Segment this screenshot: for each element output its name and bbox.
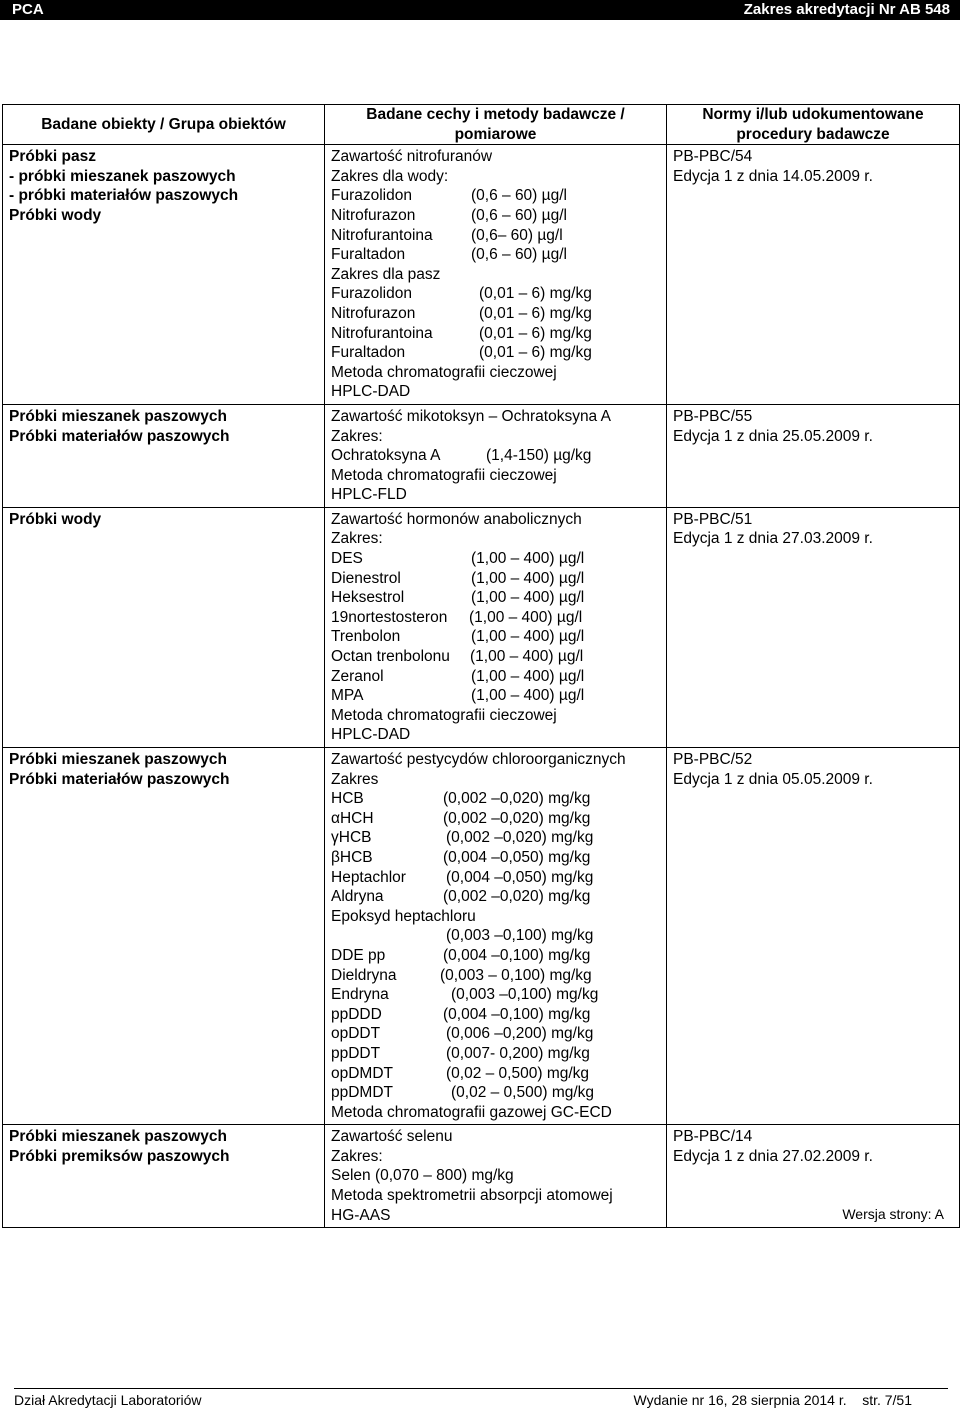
norm-line: Edycja 1 z dnia 27.03.2009 r. xyxy=(673,530,873,548)
analyte-name: Nitrofurazon xyxy=(331,206,416,224)
analyte-name: Ochratoksyna A xyxy=(331,447,441,465)
header-bar xyxy=(0,0,960,20)
object-line: Próbki wody xyxy=(9,510,102,528)
analyte-range-line xyxy=(331,966,660,986)
analyte-range: (1,00 – 400) µg/l xyxy=(471,550,585,568)
object-line: Próbki pasz xyxy=(9,148,96,166)
analyte-name: DDE pp xyxy=(331,946,386,964)
norm-line: PB-PBC/55 xyxy=(673,407,753,425)
analyte-name: Zeranol xyxy=(331,667,384,685)
object-line: Próbki materiałów paszowych xyxy=(9,427,230,445)
analyte-name: Dieldryna xyxy=(331,966,397,984)
method-line: HPLC-DAD xyxy=(331,383,411,401)
analyte-range-line xyxy=(331,848,660,868)
analyte-range: (0,002 –0,020) mg/kg xyxy=(446,829,594,847)
analyte-name xyxy=(331,926,446,946)
table-row xyxy=(3,507,960,747)
norm-cell xyxy=(667,748,960,1125)
table-body xyxy=(3,145,960,1228)
analyte-range: (0,004 –0,050) mg/kg xyxy=(446,868,594,886)
method-line: Zawartość pestycydów chloroorganicznych xyxy=(331,751,626,768)
method-line: Zakres dla pasz xyxy=(331,265,441,283)
objects-cell xyxy=(3,748,325,1125)
method-line: Selen (0,070 – 800) mg/kg xyxy=(331,1167,514,1185)
method-line: Zawartość mikotoksyn – Ochratoksyna A xyxy=(331,407,611,425)
objects-cell xyxy=(3,1125,325,1228)
analyte-name: opDMDT xyxy=(331,1064,394,1082)
norm-cell xyxy=(667,507,960,747)
page-version: Wersja strony: A xyxy=(842,1206,944,1222)
analyte-range: (0,6 – 60) µg/l xyxy=(471,206,567,224)
analyte-name: Aldryna xyxy=(331,888,384,906)
analyte-range-line xyxy=(331,343,660,363)
analyte-name: HCB xyxy=(331,790,364,808)
norm-line: Edycja 1 z dnia 05.05.2009 r. xyxy=(673,770,873,788)
header-right: Zakres akredytacji Nr AB 548 xyxy=(743,1,950,18)
method-line: Zakres: xyxy=(331,530,383,548)
analyte-range-line xyxy=(331,226,660,246)
method-line: Zawartość hormonów anabolicznych xyxy=(331,510,582,528)
method-cell xyxy=(325,1125,667,1228)
method-line: Zakres dla wody: xyxy=(331,167,449,185)
analyte-range-line xyxy=(331,985,660,1005)
norm-line: Edycja 1 z dnia 14.05.2009 r. xyxy=(673,167,873,185)
analyte-name: Heptachlor xyxy=(331,868,406,886)
analyte-range: (0,002 –0,020) mg/kg xyxy=(443,790,591,808)
analyte-range-line xyxy=(331,627,660,647)
analyte-name: opDDT xyxy=(331,1025,381,1043)
method-line: HPLC-FLD xyxy=(331,486,407,504)
analyte-range: (0,003 –0,100) mg/kg xyxy=(446,927,594,945)
analyte-range-line xyxy=(331,1044,660,1064)
object-line: Próbki mieszanek paszowych xyxy=(9,407,227,425)
method-cell xyxy=(325,404,667,507)
analyte-name: Furazolidon xyxy=(331,285,412,303)
table-row xyxy=(3,1125,960,1228)
norm-line: PB-PBC/54 xyxy=(673,148,753,166)
analyte-name: ppDDD xyxy=(331,1005,382,1023)
object-line: Próbki premiksów paszowych xyxy=(9,1147,230,1165)
analyte-name: MPA xyxy=(331,687,364,705)
analyte-name: Furaltadon xyxy=(331,246,406,264)
object-line: - próbki materiałów paszowych xyxy=(9,187,239,205)
method-line: Metoda chromatografii cieczowej xyxy=(331,466,557,484)
analyte-range-line xyxy=(331,206,660,226)
analyte-range: (1,00 – 400) µg/l xyxy=(471,569,585,587)
analyte-range-line xyxy=(331,868,660,888)
footer-right: Wydanie nr 16, 28 sierpnia 2014 r. str. 7/51 xyxy=(633,1392,912,1408)
analyte-range: (0,006 –0,200) mg/kg xyxy=(446,1025,594,1043)
analyte-range-line xyxy=(331,946,660,966)
analyte-range-line xyxy=(331,1064,660,1084)
object-line: Próbki wody xyxy=(9,206,102,224)
column-header-norms: Normy i/lub udokumentowane procedury badawcze xyxy=(667,105,960,145)
analyte-range: (0,6– 60) µg/l xyxy=(471,226,563,244)
analyte-range: (1,00 – 400) µg/l xyxy=(471,687,585,705)
analyte-range: (1,4-150) µg/kg xyxy=(486,447,592,465)
method-line: Metoda chromatografii gazowej GC-ECD xyxy=(331,1103,612,1121)
analyte-range: (1,00 – 400) µg/l xyxy=(471,667,585,685)
analyte-range: (0,01 – 6) mg/kg xyxy=(479,344,592,362)
analyte-name: ppDMDT xyxy=(331,1084,394,1102)
analyte-range-line xyxy=(331,926,660,946)
table-row xyxy=(3,404,960,507)
method-line: Metoda spektrometrii absorpcji atomowej xyxy=(331,1187,613,1205)
method-line: Zawartość nitrofuranów xyxy=(331,148,493,166)
analyte-name: Nitrofurantoina xyxy=(331,226,433,244)
norm-cell xyxy=(667,145,960,405)
analyte-name: Furaltadon xyxy=(331,344,406,362)
method-line: HPLC-DAD xyxy=(331,726,411,744)
analyte-range-line xyxy=(331,324,660,344)
norm-line: Edycja 1 z dnia 27.02.2009 r. xyxy=(673,1147,873,1165)
method-line: Epoksyd heptachloru xyxy=(331,907,476,925)
norm-line: PB-PBC/52 xyxy=(673,751,753,768)
analyte-name: Nitrofurazon xyxy=(331,304,416,322)
footer-left: Dział Akredytacji Laboratoriów xyxy=(14,1392,202,1408)
table-row xyxy=(3,145,960,405)
analyte-range: (0,002 –0,020) mg/kg xyxy=(443,888,591,906)
header-left: PCA xyxy=(12,1,44,18)
analyte-range: (1,00 – 400) µg/l xyxy=(470,648,584,666)
analyte-range-line xyxy=(331,667,660,687)
analyte-range: (0,6 – 60) µg/l xyxy=(471,187,567,205)
method-line: Zakres xyxy=(331,770,379,788)
analyte-name: Nitrofurantoina xyxy=(331,324,433,342)
analyte-range: (0,003 –0,100) mg/kg xyxy=(451,986,599,1004)
analyte-name: Furazolidon xyxy=(331,187,412,205)
analyte-range: (0,02 – 0,500) mg/kg xyxy=(451,1084,595,1102)
table-header-row xyxy=(3,105,960,145)
method-line: Zawartość selenu xyxy=(331,1128,453,1146)
analyte-range: (0,004 –0,100) mg/kg xyxy=(443,946,591,964)
method-line: HG-AAS xyxy=(331,1206,391,1224)
analyte-range: (0,01 – 6) mg/kg xyxy=(479,285,592,303)
objects-cell xyxy=(3,145,325,405)
method-line: Zakres: xyxy=(331,1147,383,1165)
analyte-range: (1,00 – 400) µg/l xyxy=(471,589,585,607)
analyte-name: Trenbolon xyxy=(331,628,401,646)
object-line: Próbki materiałów paszowych xyxy=(9,770,230,788)
table-row xyxy=(3,748,960,1125)
norm-line: Edycja 1 z dnia 25.05.2009 r. xyxy=(673,427,873,445)
object-line: Próbki mieszanek paszowych xyxy=(9,751,227,768)
method-line: Zakres: xyxy=(331,427,383,445)
method-line: Metoda chromatografii cieczowej xyxy=(331,706,557,724)
analyte-name: DES xyxy=(331,550,363,568)
analyte-range-line xyxy=(331,647,660,667)
analyte-range-line xyxy=(331,284,660,304)
norm-cell xyxy=(667,404,960,507)
analyte-range: (0,6 – 60) µg/l xyxy=(471,246,567,264)
norm-line: PB-PBC/51 xyxy=(673,510,753,528)
analyte-range: (0,007- 0,200) mg/kg xyxy=(446,1044,590,1062)
analyte-name: βHCB xyxy=(331,848,373,866)
object-line: Próbki mieszanek paszowych xyxy=(9,1128,227,1146)
analyte-name: γHCB xyxy=(331,829,372,847)
analyte-range: (0,01 – 6) mg/kg xyxy=(479,324,592,342)
analyte-range-line xyxy=(331,569,660,589)
analyte-range: (0,004 –0,100) mg/kg xyxy=(443,1005,591,1023)
analyte-range-line xyxy=(331,186,660,206)
method-cell xyxy=(325,748,667,1125)
analyte-name: ppDDT xyxy=(331,1044,381,1062)
analyte-range-line xyxy=(331,245,660,265)
object-line: - próbki mieszanek paszowych xyxy=(9,167,236,185)
analyte-name: αHCH xyxy=(331,809,374,827)
objects-cell xyxy=(3,404,325,507)
analyte-range: (0,003 – 0,100) mg/kg xyxy=(440,966,592,984)
analyte-range-line xyxy=(331,686,660,706)
method-cell xyxy=(325,507,667,747)
analyte-range-line xyxy=(331,887,660,907)
analyte-range-line xyxy=(331,789,660,809)
column-header-objects: Badane obiekty / Grupa obiektów xyxy=(3,105,325,145)
analyte-range: (0,01 – 6) mg/kg xyxy=(479,304,592,322)
method-line: Metoda chromatografii cieczowej xyxy=(331,363,557,381)
column-header-methods: Badane cechy i metody badawcze / pomiarowe xyxy=(325,105,667,145)
analyte-range-line xyxy=(331,608,660,628)
method-cell xyxy=(325,145,667,405)
analyte-range-line xyxy=(331,304,660,324)
analyte-range-line xyxy=(331,828,660,848)
analyte-name: Dienestrol xyxy=(331,569,401,587)
analyte-name: 19nortestosteron xyxy=(331,608,448,626)
analyte-range-line xyxy=(331,809,660,829)
analyte-name: Octan trenbolonu xyxy=(331,648,450,666)
norm-line: PB-PBC/14 xyxy=(673,1128,753,1146)
analyte-range-line xyxy=(331,1005,660,1025)
analyte-range-line xyxy=(331,549,660,569)
analyte-range-line xyxy=(331,446,660,466)
analyte-range: (0,002 –0,020) mg/kg xyxy=(443,809,591,827)
accreditation-table xyxy=(2,104,960,1228)
analyte-range-line xyxy=(331,588,660,608)
footer-divider xyxy=(14,1388,948,1389)
analyte-range: (0,02 – 0,500) mg/kg xyxy=(446,1064,590,1082)
objects-cell xyxy=(3,507,325,747)
analyte-range: (0,004 –0,050) mg/kg xyxy=(443,848,591,866)
analyte-range: (1,00 – 400) µg/l xyxy=(471,628,585,646)
analyte-name: Heksestrol xyxy=(331,589,405,607)
analyte-range-line xyxy=(331,1024,660,1044)
analyte-range: (1,00 – 400) µg/l xyxy=(469,608,583,626)
analyte-range-line xyxy=(331,1083,660,1103)
analyte-name: Endryna xyxy=(331,986,389,1004)
